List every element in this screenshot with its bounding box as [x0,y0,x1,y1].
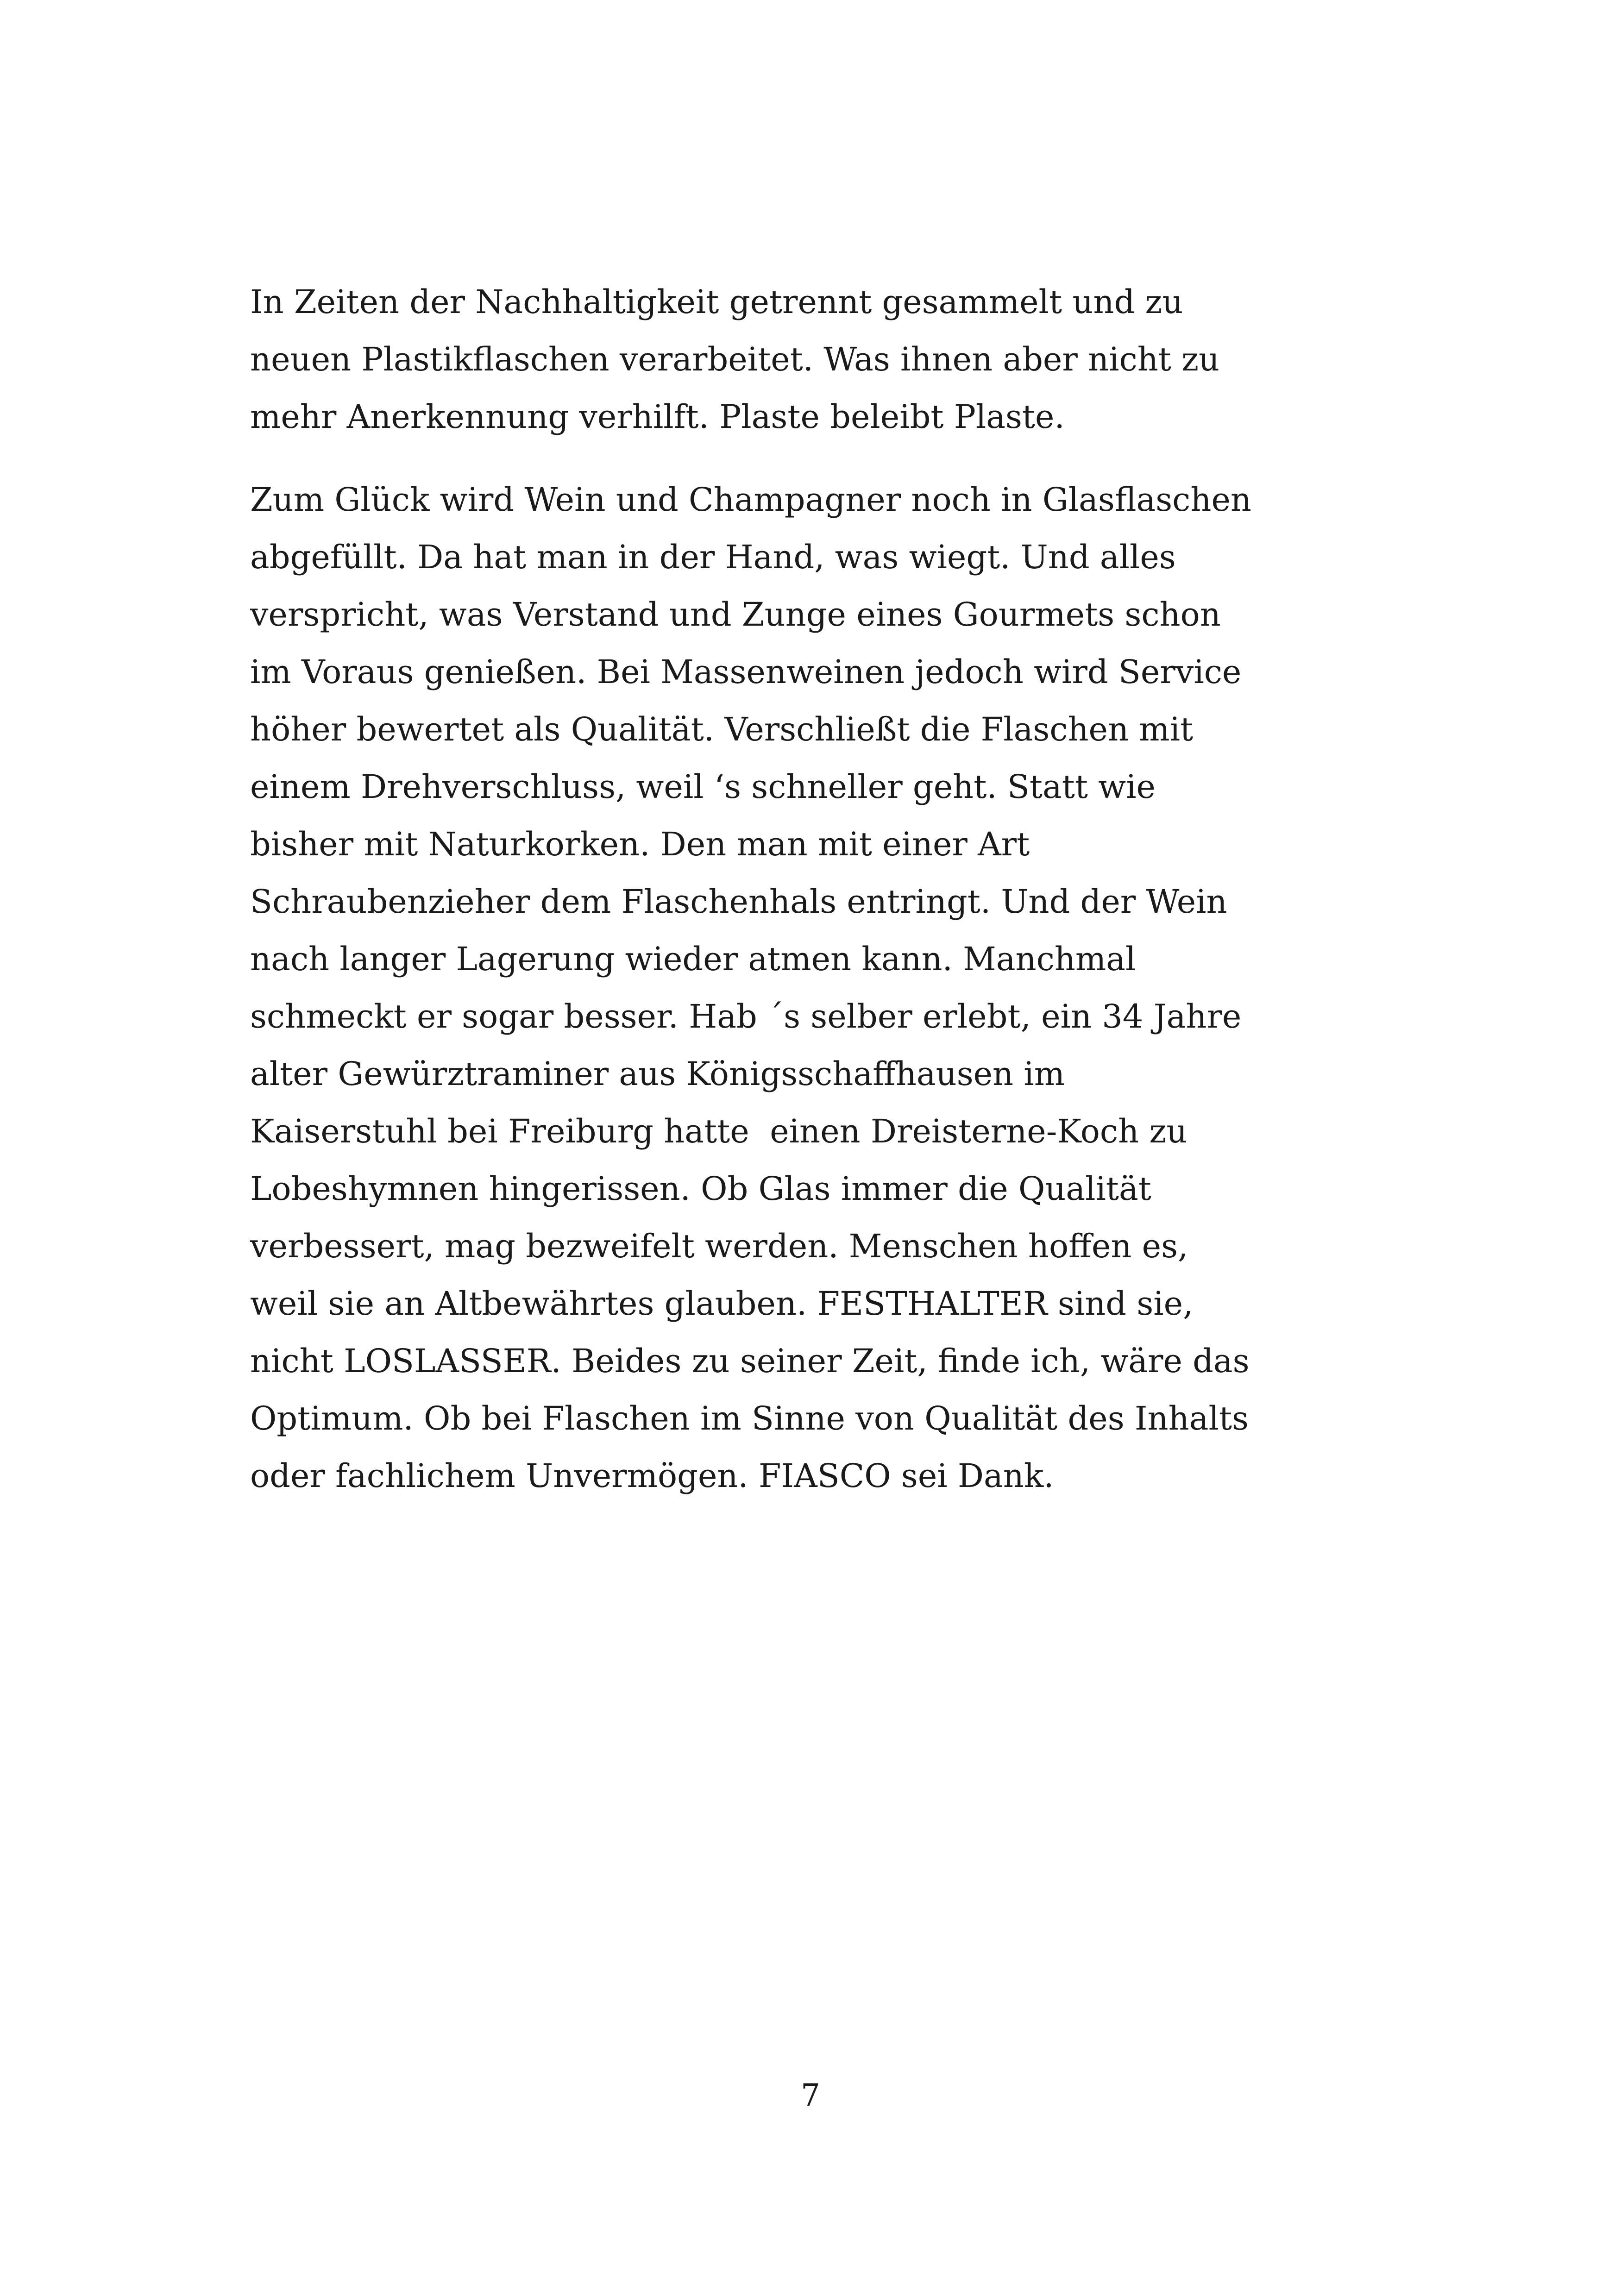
text-line: einem Drehverschluss, weil ‘s schneller geht. Statt wie [250,768,1156,806]
text-line: oder fachlichem Unvermögen. FIASCO sei Dank. [250,1457,1054,1495]
text-line: In Zeiten der Nachhaltigkeit getrennt gesammelt und zu [250,283,1183,321]
page-number: 7 [801,2077,820,2113]
text-line: verspricht, was Verstand und Zunge eines Gourmets schon [250,596,1221,634]
text-line: verbessert, mag bezweifelt werden. Menschen hoffen es, [250,1227,1188,1265]
text-line: höher bewertet als Qualität. Verschließt die Flaschen mit [250,710,1194,748]
paragraph-1 [250,273,1408,445]
text-line: neuen Plastikflaschen verarbeitet. Was ihnen aber nicht zu [250,340,1220,378]
text-line: weil sie an Altbewährtes glauben. FESTHALTER sind sie, [250,1285,1194,1323]
text-line: Zum Glück wird Wein und Champagner noch in Glasflaschen [250,481,1251,519]
body-text [250,273,1408,1530]
text-line: nach langer Lagerung wieder atmen kann. Manchmal [250,940,1136,978]
text-line: alter Gewürztraminer aus Königsschaffhausen im [250,1055,1065,1093]
text-line: mehr Anerkennung verhilft. Plaste beleibt Plaste. [250,398,1065,436]
text-line: nicht LOSLASSER. Beides zu seiner Zeit, finde ich, wäre das [250,1342,1250,1380]
text-line: schmeckt er sogar besser. Hab ´s selber erlebt, ein 34 Jahre [250,997,1242,1035]
text-line: Schraubenzieher dem Flaschenhals entringt. Und der Wein [250,883,1227,921]
text-line: abgefüllt. Da hat man in der Hand, was wiegt. Und alles [250,538,1176,576]
text-line: im Voraus genießen. Bei Massenweinen jedoch wird Service [250,653,1242,691]
text-line: Lobeshymnen hingerissen. Ob Glas immer die Qualität [250,1170,1151,1208]
text-line: Optimum. Ob bei Flaschen im Sinne von Qualität des Inhalts [250,1399,1249,1437]
paragraph-2 [250,471,1408,1505]
text-line: bisher mit Naturkorken. Den man mit einer Art [250,825,1030,863]
text-line: Kaiserstuhl bei Freiburg hatte einen Dreisterne-Koch zu [250,1112,1187,1150]
